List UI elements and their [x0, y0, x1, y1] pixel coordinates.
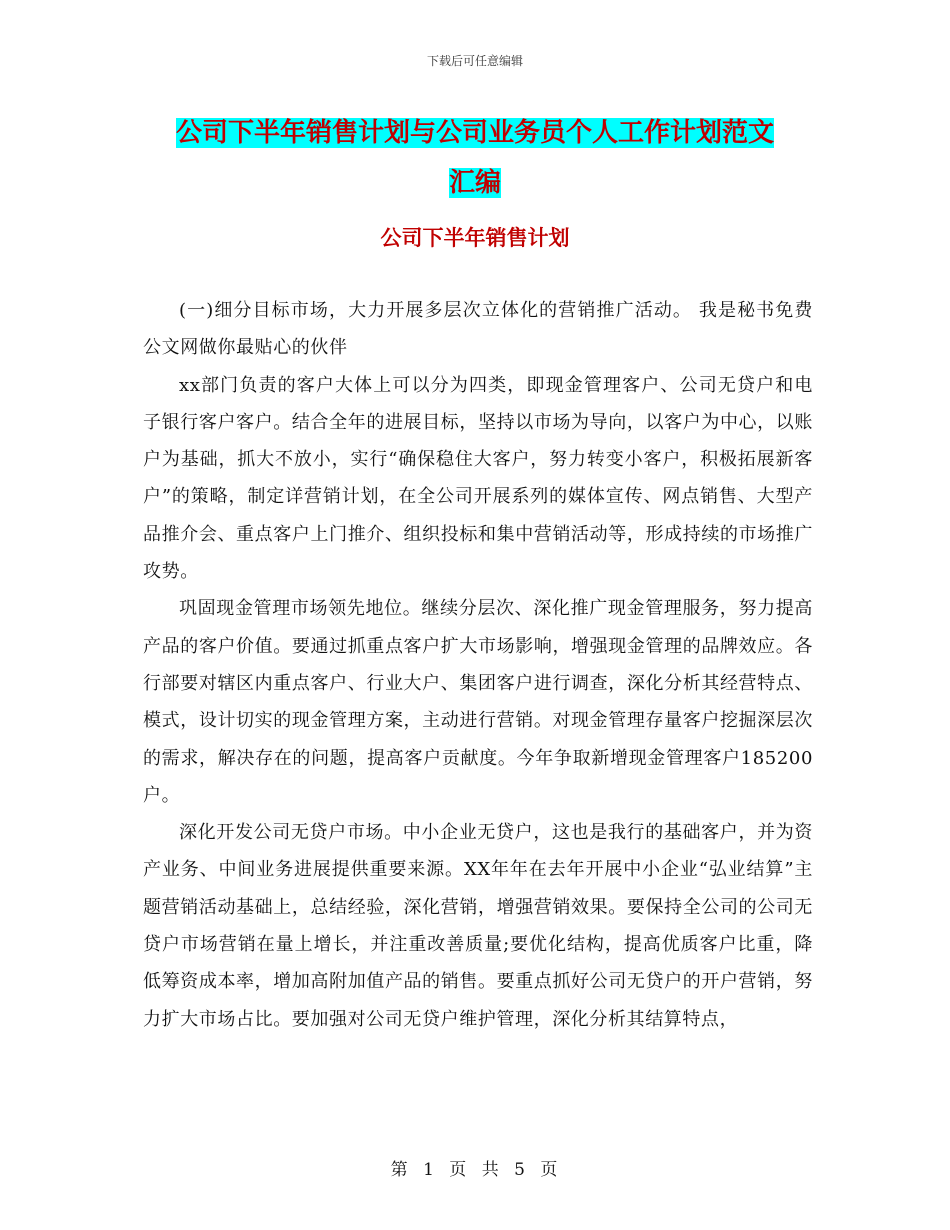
footer-prefix: 第 — [390, 1160, 410, 1180]
footer-suffix: 页 — [540, 1160, 560, 1180]
footer-page-word: 页 — [449, 1160, 469, 1180]
footer-total-word: 共 — [481, 1160, 501, 1180]
paragraph-3: 巩固现金管理市场领先地位。继续分层次、深化推广现金管理服务，努力提高产品的客户价值。要通过抓重点客户扩大市场影响，增强现金管理的品牌效应。各行部要对辖区内重点客户、行业大户、集团客户进行调查，深化分析其经营特点、模式，设计切实的现金管理方案，主动进行营销。对现金管理存量客户挖掘深层次的需求，解决存在的问题，提高客户贡献度。今年争取新增现金管理客户185200户。 — [143, 598, 813, 806]
paragraph-2: xx部门负责的客户大体上可以分为四类，即现金管理客户、公司无贷户和电子银行客户客户。结合全年的进展目标，坚持以市场为导向，以客户为中心，以账户为基础，抓大不放小，实行“确保稳住大客户，努力转变小客户，积极拓展新客户”的策略，制定详营销计划，在全公司开展系列的媒体宣传、网点销售、大型产品推介会、重点客户上门推介、组织投标和集中营销活动等，形成持续的市场推广攻势。 — [143, 374, 813, 583]
document-title-line-1: 公司下半年销售计划与公司业务员个人工作计划范文 — [175, 118, 774, 148]
paragraph-4: 深化开发公司无贷户市场。中小企业无贷户，这也是我行的基础客户，并为资产业务、中间业务进展提供重要来源。XX年年在去年开展中小企业“弘业结算”主题营销活动基础上，总结经验，深化营销，增强营销效果。要保持全公司的公司无贷户市场营销在量上增长，并注重改善质量;要优化结构，提高优质客户比重，降低筹资成本率，增加高附加值产品的销售。要重点抓好公司无贷户的开户营销，努力扩大市场占比。要加强对公司无贷户维护管理，深化分析其结算特点， — [143, 822, 813, 1030]
section-title: 公司下半年销售计划 — [380, 226, 570, 250]
page-footer — [0, 1155, 950, 1180]
document-body — [143, 292, 813, 1038]
page-header-note: 下载后可任意编辑 — [426, 54, 523, 68]
footer-current-page: 1 — [423, 1160, 436, 1180]
document-title — [130, 108, 820, 208]
paragraph-1: (一)细分目标市场，大力开展多层次立体化的营销推广活动。 我是秘书免费公文网做你最贴心的伙伴 — [143, 300, 813, 359]
footer-total-pages: 5 — [514, 1160, 527, 1180]
document-title-line-2: 汇编 — [448, 168, 501, 198]
